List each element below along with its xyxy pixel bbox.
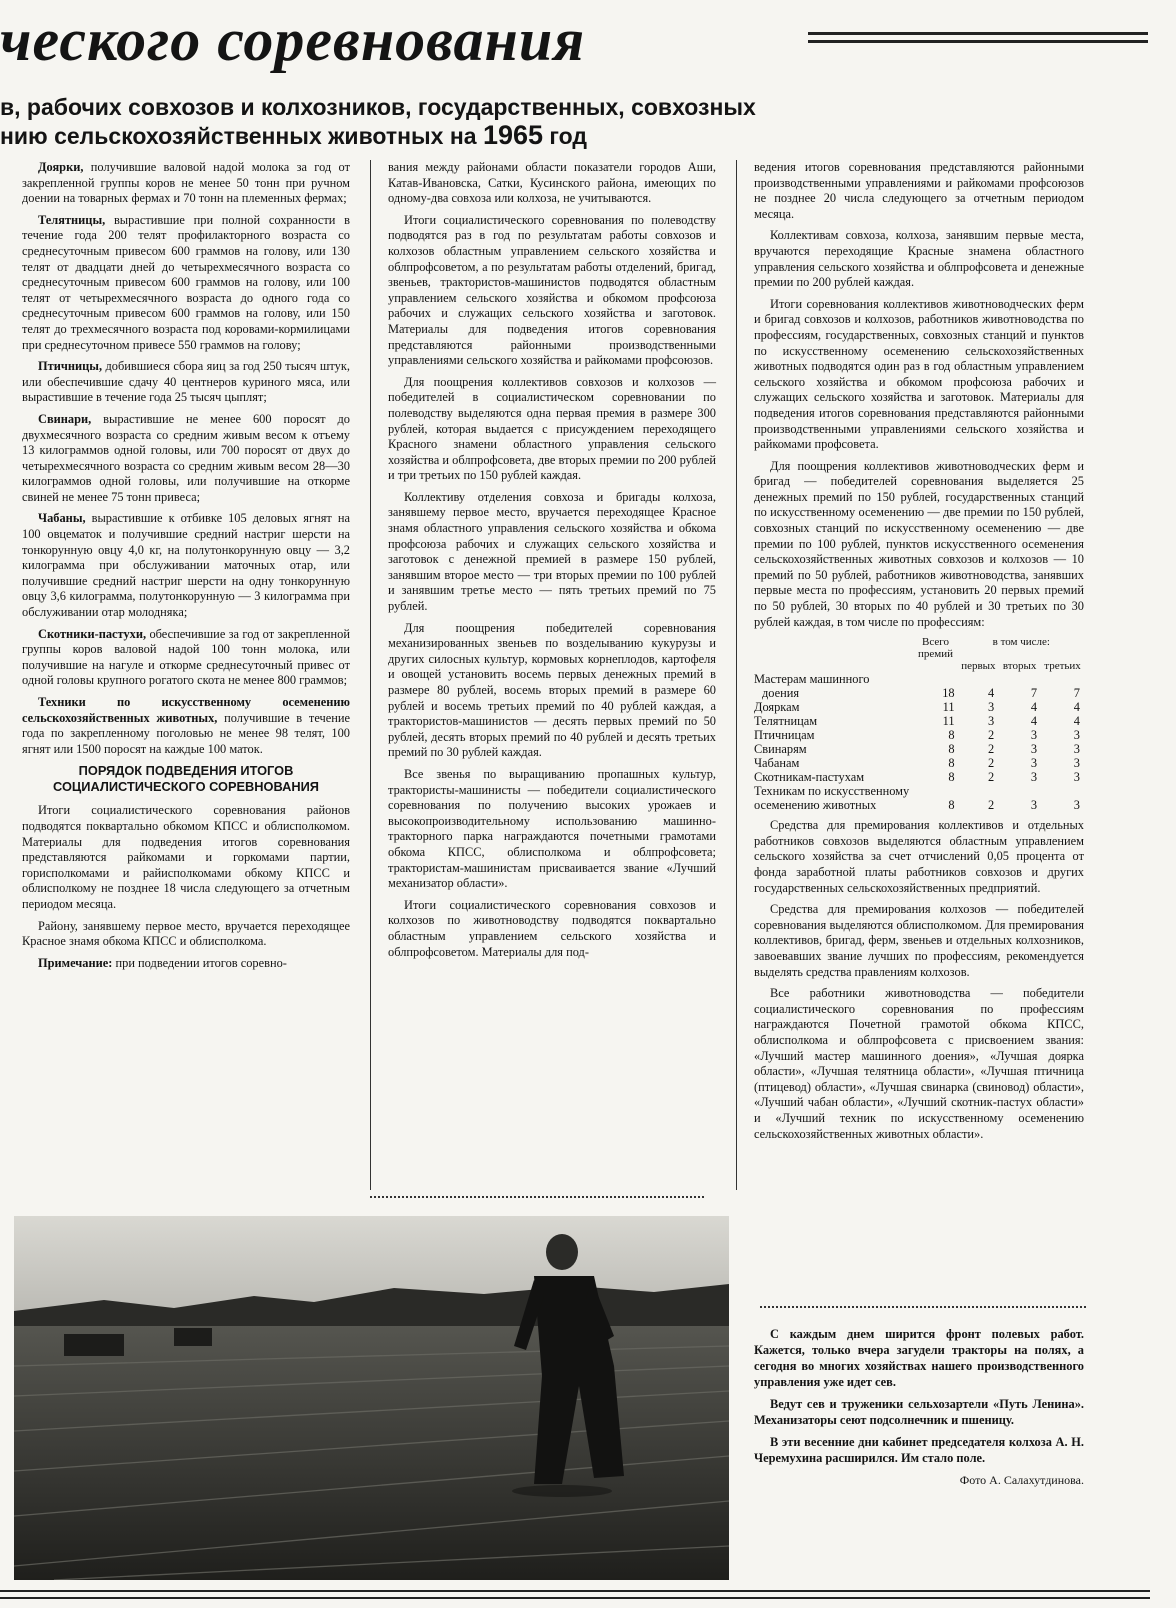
paragraph: Свинари, вырастившие не менее 600 поросят до двухмесячного возраста со средним живым весом к отъему 13 килограммов одной головы, или 700 поросят от двух до четырехмесячного возраста со средним живым весом 28—30 килограммов одной головы, или получившие на откорме свиней не менее 75 тонн привеса;	[22, 411, 350, 504]
paragraph: Все работники животноводства — победители социалистического соревнования по профессиям награждаются Почетной грамотой обкома КПСС, облисполкома и облпрофсовета с присвоением звания: «Лучший мастер машинного доения», «Лучшая доярка области», «Лучшая телятница области», «Лучшая птичница (птицевод) области», «Лучшая свинарка (свиновод) области», «Лучший чабан области», «Лучший скотник-пастух области» и «Лучший техник по искусственному осеменению сельскохозяйственных животных области».	[754, 986, 1084, 1141]
paragraph: Все звенья по выращиванию пропашных культур, трактористы-машинисты — победители социалистического соревнования по получению высоких урожаев и высокопроизводительному использованию машинно-тракторного парка награждаются почетными грамотами обкома КПСС, облисполкома и облпрофсовета; трактористам-машинистам присваивается звание «Лучший механизатор области».	[388, 766, 716, 891]
table-row: Свинарям 8 2 3 3	[754, 742, 1080, 757]
table-row: Техникам по искусственному осеменению животных 8 2 3 3	[754, 784, 1080, 813]
paragraph: Телятницы, вырастившие при полной сохранности в течение года 200 телят профилакторного возраста со среднесуточным привесом 600 граммов на голову, или 130 телят от двадцати дней до четырехмесячного возраста со среднесуточным привесом 600 граммов на голову, или 100 телят от четырехмесячного возраста до одного года со среднесуточным привесом 600 граммов на голову, или 150 телят до трехмесячного возраста под коровами-кормилицами при среднесуточном привесе 550 граммов на голову;	[22, 212, 350, 352]
paragraph: Птичницы, добившиеся сбора яиц за год 250 тысяч штук, или обеспечившие сдачу 40 центнеров куриного мяса, или вырастившие в течение года 25 тысяч цыплят;	[22, 359, 350, 405]
paragraph: Доярки, получившие валовой надой молока за год от закрепленной группы коров не менее 50 тонн при ручном доении на товарных фермах и 70 тонн на племенных фермах;	[22, 160, 350, 206]
photo-caption	[754, 1326, 1084, 1488]
paragraph: Чабаны, вырастившие к отбивке 105 деловых ягнят на 100 овцематок и получившие средний настриг шерсти на тонкорунную овцу 4,0 кг, на полутонкорунную овцу — 3,2 килограмма при обслуживании маточных отар, или получившие средний настриг шерсти на одну тонкорунную овцу 3,6 килограмма, полутонкорунную — 3 килограмма при обслуживании отар молодняка;	[22, 511, 350, 620]
col-header-total: Всего премий	[917, 636, 953, 661]
paragraph: Примечание: при подведении итогов соревно-	[38, 955, 287, 970]
caption-paragraph: Ведут сев и труженики сельхозартели «Путь Ленина». Механизаторы сеют подсолнечник и пшеницу.	[754, 1397, 1084, 1427]
column-divider	[370, 160, 371, 1190]
paragraph: Для поощрения коллективов животноводческих ферм и бригад — победителей соревнования выделяется 25 денежных премий по 150 рублей, государственных станций по искусственному осеменению — две премии по 150 рублей, совхозных станций по искусственному осеменению — две премии по 100 рублей, пунктов искусственного осеменения сельскохозяйственных животных совхозов и колхозов — 10 премий по 50 рублей, работников животноводства, занявших первые места по профессиям, установить 20 первых премий по 50 рублей, 30 вторых по 40 рублей и 30 третьих по 30 рублей каждая, в том числе по профессиям:	[754, 458, 1084, 629]
paragraph: Средства для премирования коллективов и отдельных работников совхозов выделяются областным управлением сельского хозяйства за счет отчислений 0,05 процента от фонда заработной платы работников совхозов и других государственных сельскохозяйственных предприятий.	[754, 818, 1084, 895]
headline: ческого соревнования	[0, 7, 586, 73]
table-row: Мастерам машинного доения 18 4 7 7	[754, 672, 1080, 701]
paragraph: Коллективу отделения совхоза и бригады колхоза, занявшему первое место, вручается переходящее Красное знамя областного управления сельского хозяйства и обкома профсоюза рабочих и служащих сельского хозяйства и заготовок с денежной премией в размере 150 рублей, занявшим второе место — три вторых премии по 100 рублей и занявшим третье место — пять третьих премий по 75 рублей.	[388, 489, 716, 614]
paragraph: Средства для премирования колхозов — победителей соревнования выделяются облисполкомом. Для премирования коллективов, бригад, ферм, звеньев и отдельных колхозников, завоевавших звание лучших по профессиям, рекомендуется выделять средства правлениям колхозов.	[754, 902, 1084, 979]
table-row: Чабанам 8 2 3 3	[754, 756, 1080, 771]
prize-table	[754, 636, 1084, 812]
subheadline-line-2: нию сельскохозяйственных животных на 1965 год	[0, 120, 588, 150]
header-rule	[808, 32, 1148, 43]
column-3	[754, 160, 1084, 1148]
column-1	[22, 160, 350, 977]
dotted-separator	[760, 1306, 1086, 1308]
col-header-second: вторых	[1002, 660, 1037, 673]
column-2	[388, 160, 716, 966]
paragraph: вания между районами области показатели городов Аши, Катав-Ивановска, Сатки, Кусинского района, имеющих по одному-два совхоза или колхоза, не учитываются.	[388, 160, 716, 206]
paragraph: Району, занявшему первое место, вручается переходящее Красное знамя обкома КПСС и облисполкома.	[22, 918, 350, 949]
field-photo	[14, 1216, 729, 1580]
paragraph: Итоги социалистического соревнования по полеводству подводятся раз в год по результатам работы совхозов и колхозов областным управлением сельского хозяйства и облпрофсоветом, а по результатам работы отделений, бригад, звеньев, трактористов-машинистов подводятся областным управлением сельского хозяйства и обкомом профсоюза рабочих и служащих сельского хозяйства и заготовок. Материалы для подведения итогов соревнования представляются районными производственными управлениями сельского хозяйства и райкомами профсоюзов.	[388, 212, 716, 368]
paragraph: Для поощрения победителей соревнования механизированных звеньев по возделыванию кукурузы и других силосных культур, кормовых корнеплодов, картофеля и овощей установить восемь первых денежных премий в размере 80 рублей, восемь вторых премий в размере 60 рублей и восемь третьих премий по 40 рублей каждая, а трактористов-машинистов — десять первых премий по 50 рублей, десять вторых премий по 40 рублей и десять третьих премий по 30 рублей каждая.	[388, 620, 716, 760]
dotted-separator	[370, 1196, 704, 1198]
photo-credit: Фото А. Салахутдинова.	[959, 1473, 1084, 1487]
col-header-third: третьих	[1044, 660, 1081, 673]
caption-paragraph: В эти весенние дни кабинет председателя колхоза А. Н. Черемухина расширился. Им стало поле.	[754, 1435, 1084, 1465]
subheadline-line-1: в, рабочих совхозов и колхозников, государственных, совхозных	[0, 94, 756, 120]
paragraph: Итоги социалистического соревнования районов подводятся поквартально обкомом КПСС и облисполкомом. Материалы для подведения итогов соревнования представляются райкомами и горкомами партии, горисполкомами и райисполкомами обкому КПСС и облисполкому не позднее 18 числа следующего за отчетным периодом месяца.	[22, 803, 350, 911]
paragraph: Итоги социалистического соревнования совхозов и колхозов по животноводству подводятся поквартально областным управлением сельского хозяйства и облпрофсоветом. Материалы для под-	[388, 897, 716, 959]
table-row: Телятницам 11 3 4 4	[754, 714, 1080, 729]
paragraph: Итоги соревнования коллективов животноводческих ферм и бригад совхозов и колхозов, работников животноводства по профессиям, государственных, совхозных станций и пунктов по искусственному осеменению сельскохозяйственных животных подводятся один раз в год областным управлением сельского хозяйства и обкомом профсоюза рабочих и служащих сельского хозяйства и заготовок. Материалы для подведения итогов соревнования представляются районными производственными управлениями сельского хозяйства и райкомами профсовета.	[754, 296, 1084, 452]
bottom-rule	[0, 1590, 1150, 1599]
photo-illustration	[14, 1216, 729, 1580]
table-row: Дояркам 11 3 4 4	[754, 700, 1080, 715]
section-heading: ПОРЯДОК ПОДВЕДЕНИЯ ИТОГОВ СОЦИАЛИСТИЧЕСКОГО СОРЕВНОВАНИЯ	[53, 763, 319, 795]
paragraph: Техники по искусственному осеменению сельскохозяйственных животных, получившие в течение года по закрепленному поголовью не менее 98 телят, 100 ягнят или 1500 поросят на каждые 100 маток.	[22, 695, 351, 756]
caption-paragraph: С каждым днем ширится фронт полевых работ. Кажется, только вчера загудели тракторы на полях, а сегодня во многих хозяйствах нашего производственного управления уже идет сев.	[754, 1327, 1084, 1389]
paragraph: ведения итогов соревнования представляются районными производственными управлениями и райкомами профсоюзов не позднее 20 числа следующего за отчетным периодом месяца.	[754, 160, 1084, 221]
paragraph: Скотники-пастухи, обеспечившие за год от закрепленной группы коров валовой надой 100 тонн молока, или получившие на нагуле и откорме среднесуточный привес от одной головы крупного рогатого скота не менее 800 граммов;	[22, 626, 350, 688]
paragraph: Для поощрения коллективов совхозов и колхозов — победителей в социалистическом соревновании по полеводству выделяются одна первая премия в размере 300 рублей, которая выдается с присуждением переходящего Красного знамени областного управления сельского хозяйства и облпрофсовета, две вторых премии по 200 рублей и три третьих по 150 рублей каждая.	[388, 374, 716, 483]
paragraph: Коллективам совхоза, колхоза, занявшим первые места, вручаются переходящие Красные знамена областного управления сельского хозяйства и облпрофсовета и денежные премии по 200 рублей каждая.	[754, 228, 1084, 290]
table-row: Птичницам 8 2 3 3	[754, 728, 1080, 743]
col-header-including: в том числе:	[992, 636, 1050, 649]
col-header-first: первых	[961, 660, 996, 673]
table-row: Скотникам-пастухам 8 2 3 3	[754, 770, 1080, 785]
column-divider	[736, 160, 737, 1190]
